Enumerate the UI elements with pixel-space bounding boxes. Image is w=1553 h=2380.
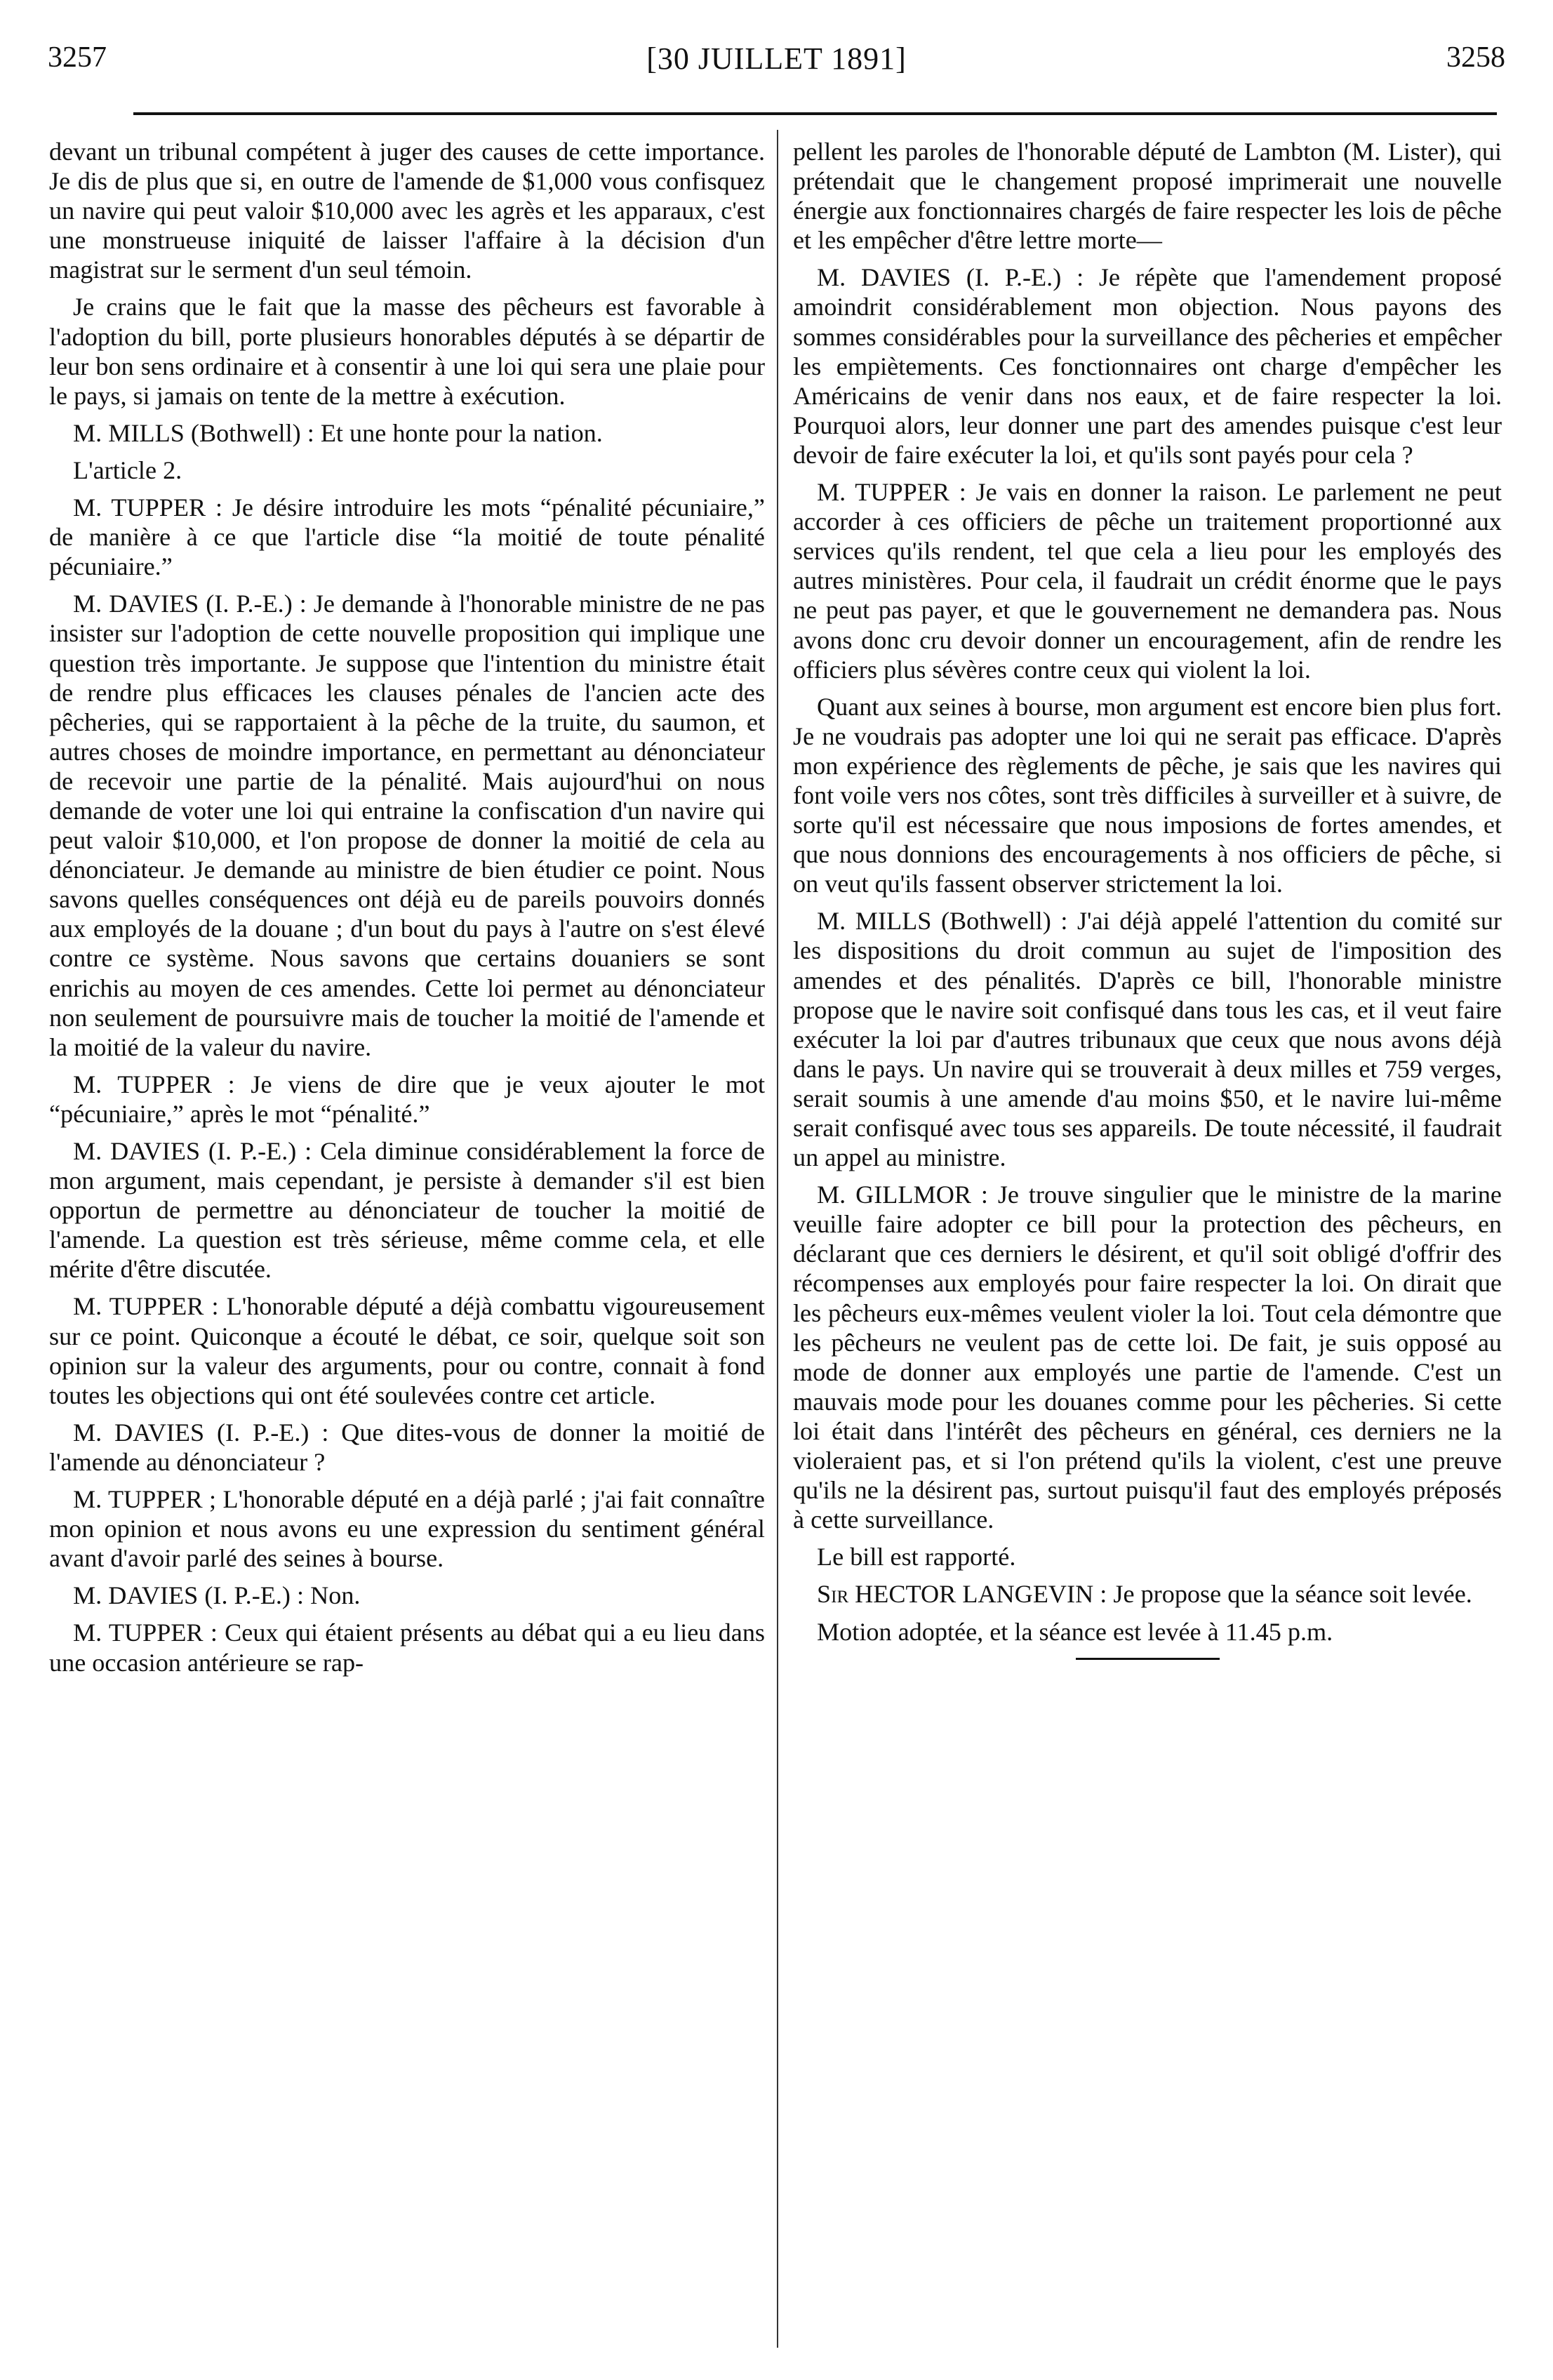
speech-paragraph: M. TUPPER : Je viens de dire que je veux ajouter le mot “pécuniaire,” après le mot “pénalité.”	[49, 1070, 765, 1128]
speaker-name: Sir HECTOR LANGEVIN	[817, 1580, 1094, 1609]
speaker-name: M. DAVIES	[73, 1581, 199, 1610]
paragraph: Je crains que le fait que la masse des pêcheurs est favorable à l'adoption du bill, porte plusieurs honorables députés à se départir de leur bon sens ordinaire et à consentir à une loi qui sera une plaie pour le pays, si jamais on tente de la mettre à exécution.	[49, 293, 765, 410]
speaker-name: M. MILLS	[817, 907, 932, 936]
paragraph: pellent les paroles de l'honorable député de Lambton (M. Lister), qui prétendait que le changement proposé imprimerait une nouvelle énergie aux fonctionnaires chargés de faire respecter les lois de pêche et les empêcher d'être lettre morte—	[793, 138, 1502, 255]
speech-paragraph: M. TUPPER : Je désire introduire les mots “pénalité pécuniaire,” de manière à ce que l'article dise “la moitié de toute pénalité pécuniaire.”	[49, 493, 765, 581]
column-divider	[777, 130, 778, 2348]
right-column	[793, 137, 1502, 1660]
speaker-name: M. TUPPER	[73, 1070, 212, 1098]
speaker-name: M. TUPPER	[817, 478, 950, 507]
speaker-name: M. MILLS	[73, 418, 185, 447]
speaker-name: M. TUPPER	[73, 1485, 203, 1514]
speech-paragraph: M. DAVIES (I. P.-E.) : Non.	[73, 1581, 361, 1610]
page-header	[48, 41, 1505, 83]
speech-paragraph: M. MILLS (Bothwell) : Et une honte pour la nation.	[73, 418, 603, 447]
speech-paragraph: M. DAVIES (I. P.-E.) : Cela diminue considérablement la force de mon argument, mais cependant, je persiste à demander s'il est bien opportun de permettre au dénonciateur de toucher la moitié de l'amende. La question est très sérieuse, même comme cela, et elle mérite d'être discutée.	[49, 1137, 765, 1284]
speaker-name: M. DAVIES	[73, 1418, 205, 1447]
paragraph: devant un tribunal compétent à juger des causes de cette importance. Je dis de plus que si, en outre de l'amende de $1,000 vous confisquez un navire qui peut valoir $10,000 avec les agrès et les apparaux, c'est une monstrueuse iniquité de laisser l'affaire à la décision d'un magistrat sur le serment d'un seul témoin.	[49, 138, 765, 284]
speech-paragraph: M. TUPPER ; L'honorable député en a déjà parlé ; j'ai fait connaître mon opinion et nous avons eu une expression du sentiment général avant d'avoir parlé des seines à bourse.	[49, 1485, 765, 1573]
speaker-name: M. DAVIES	[817, 263, 952, 292]
page-number-left: 3257	[48, 41, 107, 74]
speech-paragraph: M. DAVIES (I. P.-E.) : Que dites-vous de donner la moitié de l'amende au dénonciateur ?	[49, 1418, 765, 1476]
speaker-name: M. DAVIES	[73, 590, 199, 618]
paragraph: Le bill est rapporté.	[817, 1543, 1016, 1571]
speech-paragraph: M. DAVIES (I. P.-E.) : Je demande à l'honorable ministre de ne pas insister sur l'adoption de cette nouvelle proposition qui implique une question très importante. Je suppose que l'intention du ministre était de rendre plus efficaces les clauses pénales de l'ancien acte des pêcheries, qui se rapportaient à la pêche de la truite, du saumon, et autres choses de moindre importance, en permettant au dénonciateur de recevoir une partie de la pénalité. Mais aujourd'hui on nous demande de voter une loi qui entraine la confiscation d'un navire qui peut valoir $10,000, et l'on propose de donner la moitié de cela au dénonciateur. Je demande au ministre de bien étudier ce point. Nous savons quelles conséquences ont déjà eu de pareils pouvoirs donnés aux employés de la douane ; d'un bout du pays à l'autre on s'est élevé contre ce système. Nous savons que certains douaniers se sont enrichis au moyen de ces amendes. Cette loi permet au dénonciateur non seulement de poursuivre mais de toucher la moitié de l'amende et la moitié de la valeur du navire.	[49, 590, 765, 1061]
speaker-name: M. TUPPER	[73, 493, 206, 522]
speaker-name: M. TUPPER	[73, 1292, 204, 1321]
speech-paragraph: M. DAVIES (I. P.-E.) : Je répète que l'amendement proposé amoindrit considérablement mon objection. Nous payons des sommes considérables pour la surveillance des pêcheries et empêcher les empiètements. Ces fonctionnaires ont charge d'empêcher les Américains de venir dans nos eaux, et de faire respecter la loi. Pourquoi alors, leur donner une part des amendes puisque c'est leur devoir de faire exécuter la loi, et qu'ils sont payés pour cela ?	[793, 263, 1502, 469]
speaker-name: M. GILLMOR	[817, 1181, 971, 1209]
speech-paragraph: Sir HECTOR LANGEVIN : Je propose que la séance soit levée.	[817, 1580, 1472, 1609]
speech-paragraph: M. TUPPER : Ceux qui étaient présents au débat qui a eu lieu dans une occasion antérieure se rap-	[49, 1618, 766, 1677]
speech-paragraph: M. TUPPER : Je vais en donner la raison. Le parlement ne peut accorder à ces officiers de pêche un traitement proportionné aux services qu'ils rendent, tel que cela a lieu pour les employés des autres ministères. Pour cela, il faudrait un crédit énorme que le pays ne peut pas payer, et que le gouvernement ne demandera pas. Nous avons donc cru devoir donner un encouragement, afin de rendre les officiers plus sévères contre ceux qui violent la loi.	[793, 478, 1502, 684]
speech-paragraph: M. TUPPER : L'honorable député a déjà combattu vigoureusement sur ce point. Quiconque a écouté le débat, ce soir, quelque soit son opinion sur la valeur des arguments, pour ou contre, connait à fond toutes les objections qui ont été soulevées contre cet article.	[49, 1292, 765, 1409]
header-rule	[133, 112, 1497, 115]
page-number-right: 3258	[1446, 41, 1505, 74]
speech-paragraph: M. GILLMOR : Je trouve singulier que le ministre de la marine veuille faire adopter ce bill pour la protection des pêcheurs, en déclarant que ces derniers le désirent, et qu'il soit obligé d'offrir des récompenses aux employés pour faire respecter la loi. On dirait que les pêcheurs eux-mêmes veulent violer la loi. Tout cela démontre que les pêcheurs ne veulent pas de cette loi. De fait, je suis opposé au mode de donner aux employés une partie de l'amende. C'est un mauvais mode pour les douanes comme pour les pêcheries. Si cette loi était dans l'intérêt des pêcheurs en général, ces derniers ne la violeraient pas, et si l'on prétend qu'ils la violent, c'est une preuve qu'ils ne la désirent pas, surtout puisqu'il faut des employés préposés à cette surveillance.	[793, 1181, 1502, 1534]
paragraph: Quant aux seines à bourse, mon argument est encore bien plus fort. Je ne voudrais pas adopter une loi qui ne serait pas efficace. D'après mon expérience des règlements de pêche, je sais que les navires qui font voile vers nos côtes, sont très difficiles à surveiller et à suivre, de sorte qu'il est nécessaire que nous imposions de fortes amendes, et que nous donnions des encouragements à nos officiers de pêche, si on veut qu'ils fassent observer strictement la loi.	[793, 692, 1502, 898]
speech-paragraph: M. MILLS (Bothwell) : J'ai déjà appelé l'attention du comité sur les dispositions du droit commun au sujet de l'imposition des amendes et des pénalités. D'après ce bill, l'honorable ministre propose que le navire soit confisqué dans tous les cas, et il veut faire exécuter la loi par d'autres tribunaux que ceux que nous avons déjà dans le pays. Un navire qui se trouverait à deux milles et 759 verges, serait soumis à une amende d'au moins $50, et le navire lui-même serait confisqué avec tous ses appareils. De toute nécessité, il faudrait un appel au ministre.	[793, 907, 1502, 1172]
left-column	[49, 137, 765, 1685]
end-rule	[1076, 1658, 1220, 1660]
speaker-name: M. DAVIES	[73, 1137, 201, 1165]
speaker-name: M. TUPPER	[73, 1618, 204, 1647]
paragraph: L'article 2.	[73, 456, 182, 484]
paragraph: Motion adoptée, et la séance est levée à 11.45 p.m.	[817, 1617, 1333, 1646]
page-date: [30 JUILLET 1891]	[646, 41, 907, 76]
